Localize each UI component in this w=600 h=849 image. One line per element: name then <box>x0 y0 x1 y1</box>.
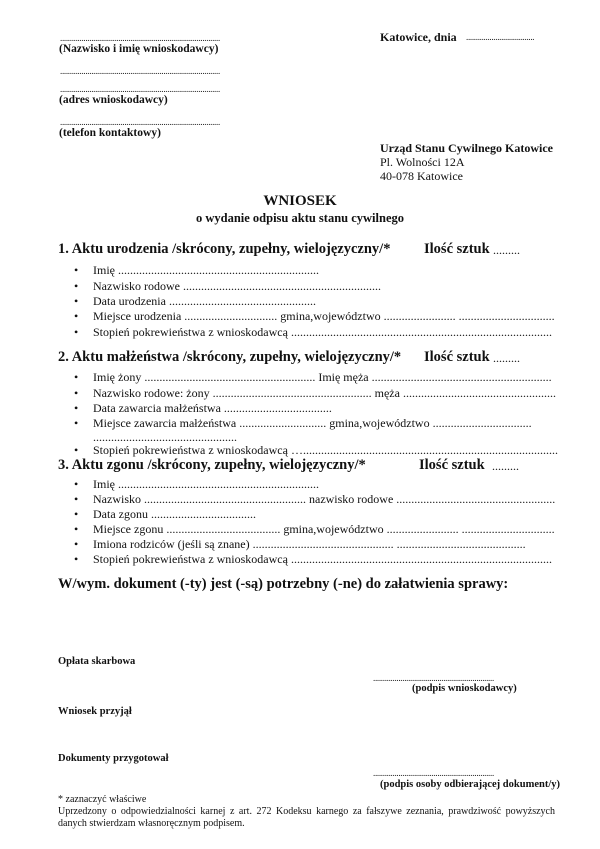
receiver-signature-label: (podpis osoby odbierającej dokument/y) <box>380 779 560 790</box>
bullet: • <box>74 401 79 415</box>
section3-qty-label: Ilość sztuk <box>419 457 485 473</box>
section1-qty-field: ......... <box>493 243 520 257</box>
stamp-fee-label: Opłata skarbowa <box>58 656 136 667</box>
legal-notice-line2: danych stwierdzam własnoręcznym podpisem. <box>58 818 245 829</box>
bullet: • <box>74 370 79 384</box>
bullet: • <box>74 477 79 491</box>
receiver-signature-field: .............................................................. <box>373 768 494 778</box>
section2-item: Nazwisko rodowe: żony ..................................................... męża ................................................... <box>93 386 556 400</box>
applicant-phone-field: .................................................................................. <box>60 117 220 127</box>
bullet: • <box>74 325 79 339</box>
date-field: ................................... <box>466 32 535 42</box>
bullet: • <box>74 386 79 400</box>
application-received-label: Wniosek przyjął <box>58 706 132 717</box>
section1-item: Miejsce urodzenia ............................... gmina,województwo ........................ ................................ <box>93 309 555 323</box>
section1-item: Imię ................................................................... <box>93 263 319 277</box>
applicant-signature-label: (podpis wnioskodawcy) <box>412 683 517 694</box>
bullet: • <box>74 537 79 551</box>
applicant-phone-label: (telefon kontaktowy) <box>59 127 161 139</box>
bullet: • <box>74 279 79 293</box>
applicant-name-label: (Nazwisko i imię wnioskodawcy) <box>59 43 219 55</box>
form-subtitle: o wydanie odpisu aktu stanu cywilnego <box>195 211 405 225</box>
city-date-label: Katowice, dnia <box>380 30 457 44</box>
purpose-statement: W/wym. dokument (-ty) jest (-są) potrzebny (-ne) do załatwienia sprawy: <box>58 576 509 592</box>
section3-item: Nazwisko ...................................................... nazwisko rodowe ..................................................... <box>93 492 556 506</box>
section2-item: Data zawarcia małżeństwa .................................... <box>93 401 332 415</box>
applicant-address-field-2: .................................................................................. <box>60 84 220 94</box>
bullet: • <box>74 294 79 308</box>
section3-item: Imiona rodziców (jeśli są znane) ............................................... ........................................... <box>93 537 526 551</box>
applicant-address-label: (adres wnioskodawcy) <box>59 94 168 106</box>
section2-qty-field: ......... <box>493 351 520 365</box>
applicant-signature-field: .............................................................. <box>373 673 494 683</box>
documents-prepared-label: Dokumenty przygotował <box>58 753 169 764</box>
applicant-address-field-1: .................................................................................. <box>60 66 220 76</box>
section3-item: Imię ................................................................... <box>93 477 319 491</box>
bullet: • <box>74 552 79 566</box>
section3-heading: 3. Aktu zgonu /skrócony, zupełny, wielojęzyczny/* <box>58 457 366 473</box>
bullet: • <box>74 263 79 277</box>
office-city: 40-078 Katowice <box>380 169 463 183</box>
section1-item: Stopień pokrewieństwa z wnioskodawcą ....................................................................................... <box>93 325 552 339</box>
bullet: • <box>74 309 79 323</box>
legal-notice-line1: Uprzedzony o odpowiedzialności karnej z art. 272 Kodeksu karnego za fałszywe zeznania, prawdziwość powyższych <box>58 806 555 817</box>
section3-qty-field: ......... <box>492 459 519 473</box>
bullet: • <box>74 522 79 536</box>
section2-item: Miejsce zawarcia małżeństwa ............................. gmina,województwo ................................. <box>93 416 532 430</box>
section1-item: Data urodzenia ................................................. <box>93 294 316 308</box>
section2-item: Stopień pokrewieństwa z wnioskodawcą …..................................................................................... <box>93 443 558 457</box>
form-title: WNIOSEK <box>263 193 337 209</box>
bullet: • <box>74 507 79 521</box>
section2-item-continuation: ................................................ <box>93 430 237 444</box>
section3-item: Stopień pokrewieństwa z wnioskodawcą ....................................................................................... <box>93 552 552 566</box>
bullet: • <box>74 443 79 457</box>
section2-qty-label: Ilość sztuk <box>424 349 490 365</box>
section1-item: Nazwisko rodowe .................................................................. <box>93 279 381 293</box>
section1-heading: 1. Aktu urodzenia /skrócony, zupełny, wielojęzyczny/* <box>58 241 391 257</box>
section2-item: Imię żony ......................................................... Imię męża ............................................................ <box>93 370 552 384</box>
applicant-name-field: .................................................................................. <box>60 33 220 43</box>
section3-item: Data zgonu ................................... <box>93 507 256 521</box>
office-street: Pl. Wolności 12A <box>380 155 465 169</box>
footnote-asterisk: * zaznaczyć właściwe <box>58 794 147 805</box>
section3-item: Miejsce zgonu ...................................... gmina,województwo ........................ ............................... <box>93 522 555 536</box>
office-name: Urząd Stanu Cywilnego Katowice <box>380 141 553 155</box>
bullet: • <box>74 492 79 506</box>
section1-qty-label: Ilość sztuk <box>424 241 490 257</box>
bullet: • <box>74 416 79 430</box>
section2-heading: 2. Aktu małżeństwa /skrócony, zupełny, wielojęzyczny/* <box>58 349 402 365</box>
